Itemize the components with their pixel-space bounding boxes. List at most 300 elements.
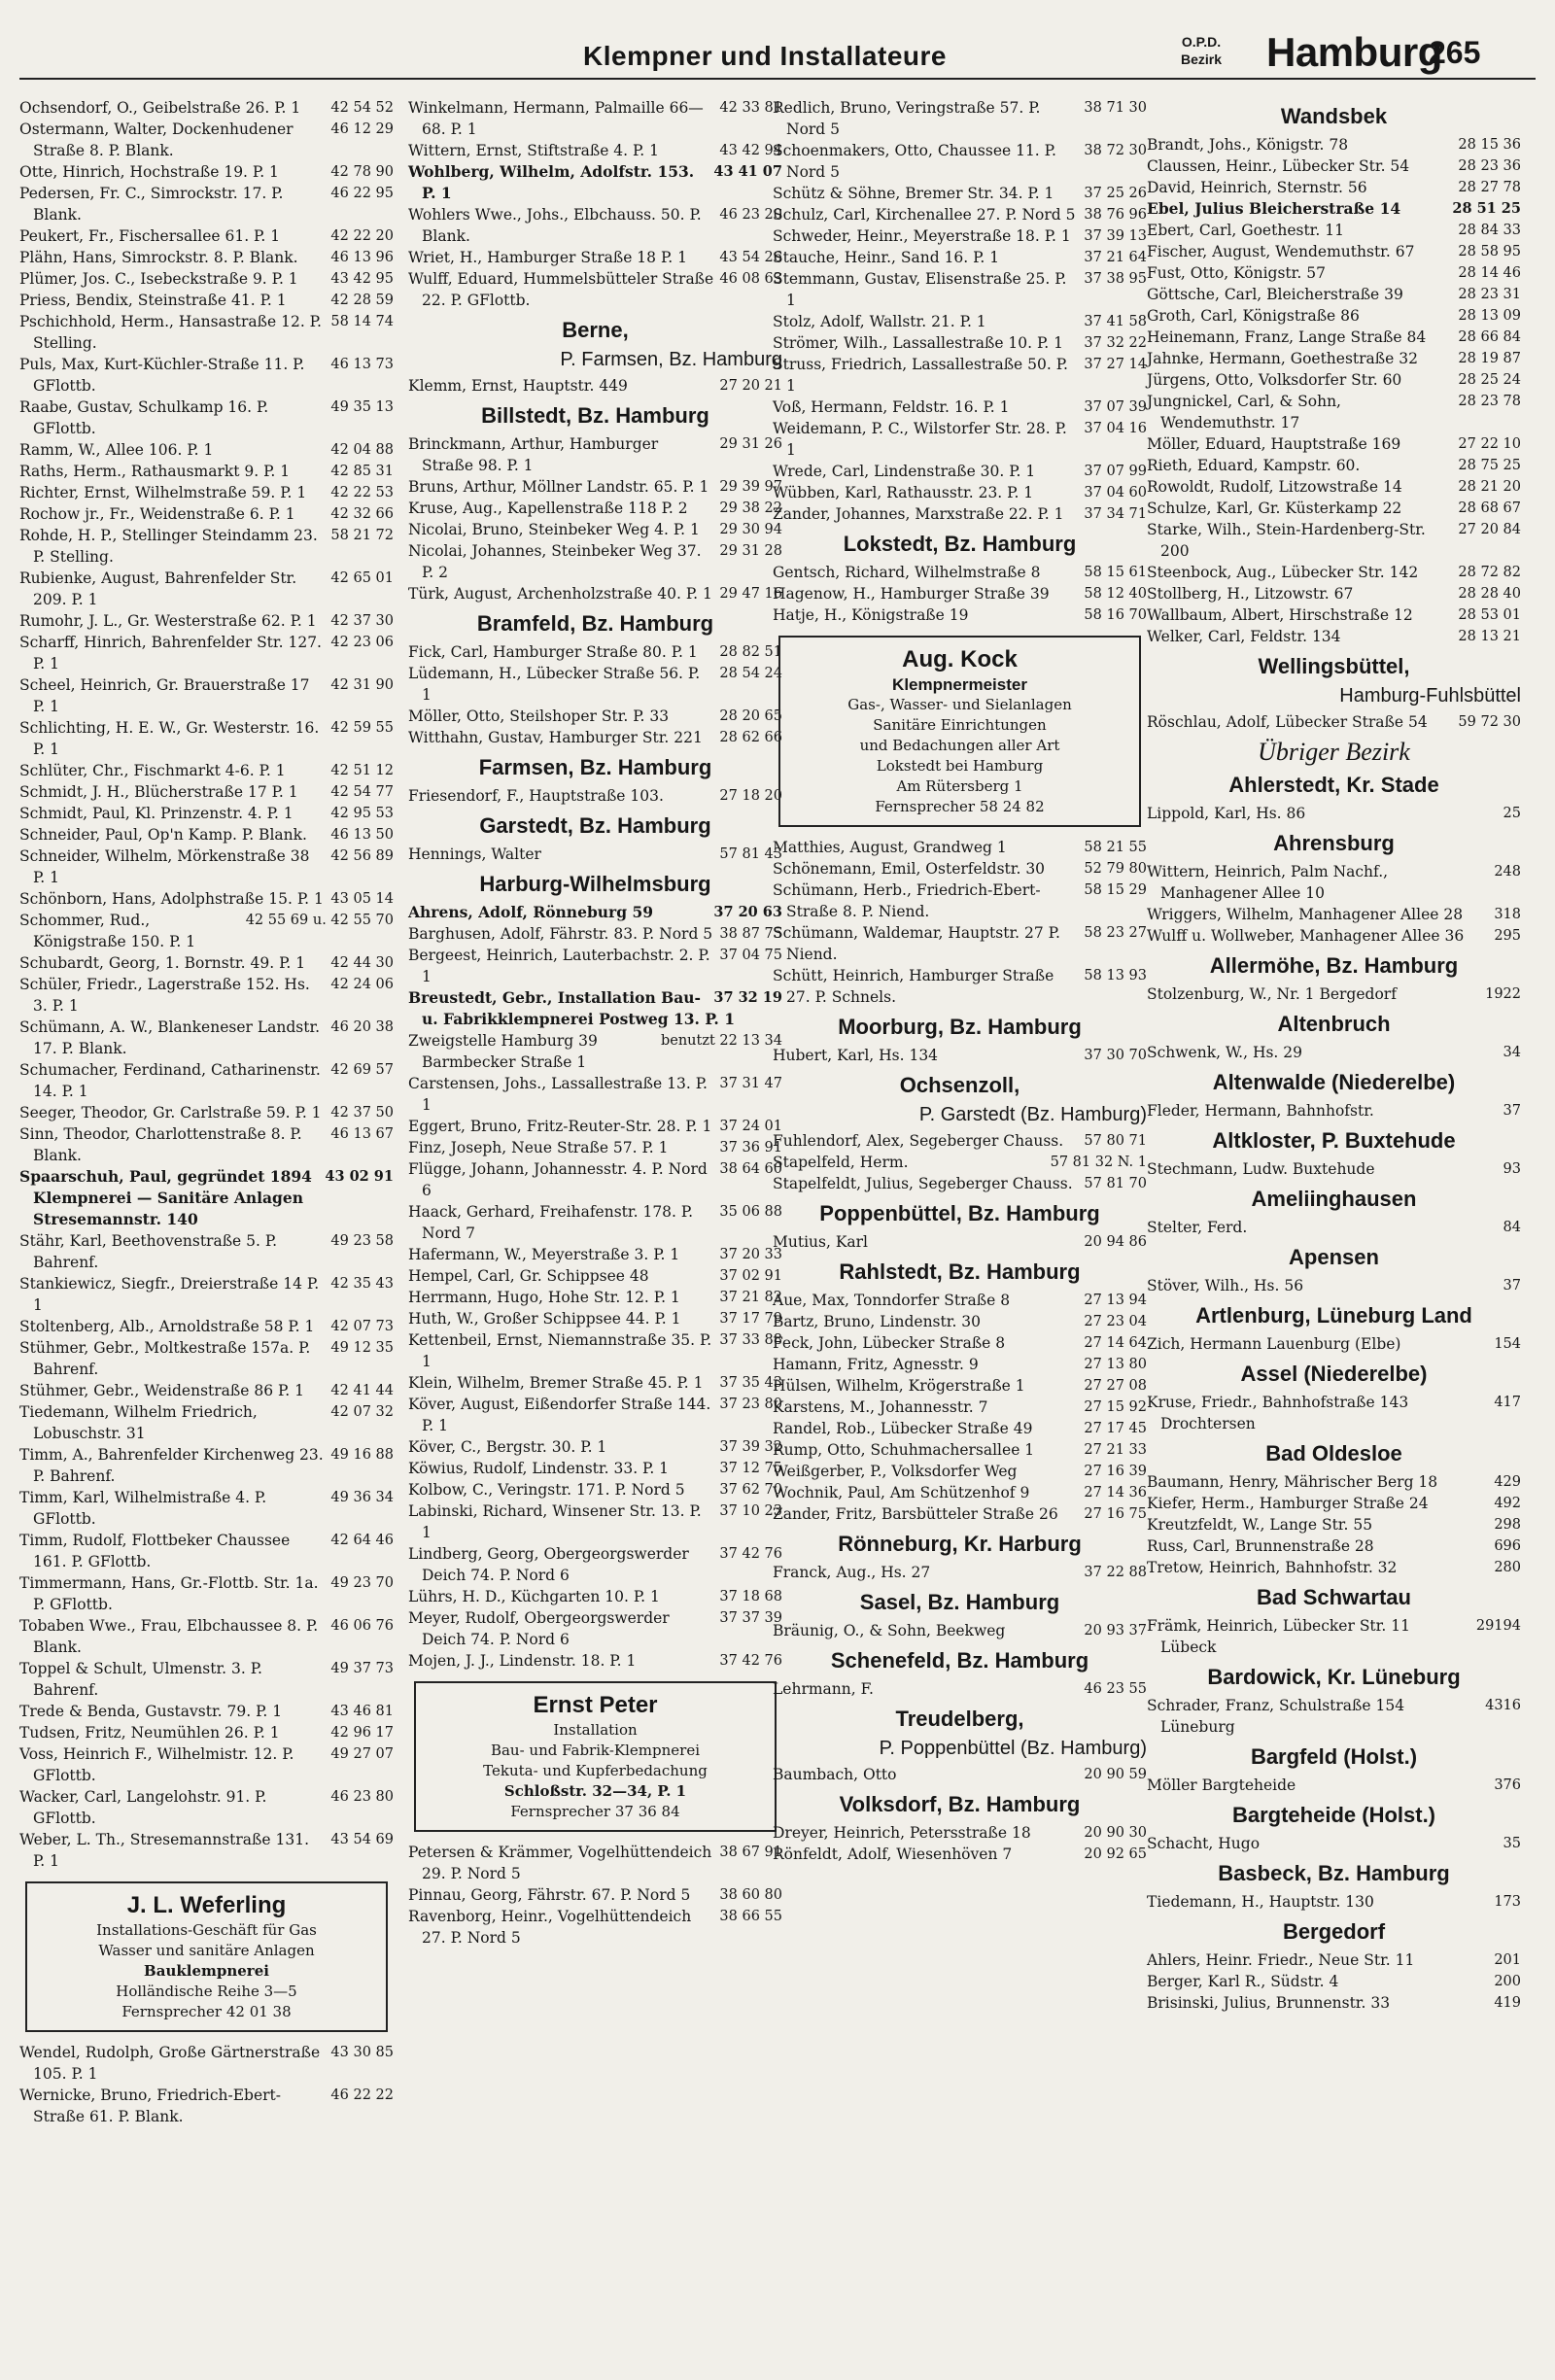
entry-text: Toppel & Schult, Ulmenstr. 3. P. Bahrenf. (19, 1660, 262, 1699)
entry-text: Schümann, Herb., Friedrich-Ebert-Straße 8. P. Niend. (773, 881, 1041, 920)
phone-number: 38 66 55 (719, 1909, 782, 1924)
phone-number: 43 05 14 (330, 891, 394, 907)
directory-entry (408, 1650, 782, 1672)
phone-number: 28 13 09 (1458, 308, 1521, 324)
entry-text: Lindberg, Georg, Obergeorgswerder Deich 74. P. Nord 6 (408, 1545, 689, 1584)
entry-text: Bruns, Arthur, Möllner Landstr. 65. P. 1 (408, 478, 709, 496)
entry-text: Rieth, Eduard, Kampstr. 60. (1147, 457, 1361, 474)
directory-entry (19, 119, 394, 161)
phone-number: 20 93 37 (1084, 1623, 1147, 1638)
directory-entry (408, 161, 782, 204)
entry-text: Schoenmakers, Otto, Chaussee 11. P. Nord 5 (773, 142, 1056, 181)
directory-entry (1147, 583, 1521, 604)
phone-number: 37 32 22 (1084, 335, 1147, 351)
entry-text: Schmidt, Paul, Kl. Prinzenstr. 4. P. 1 (19, 805, 294, 822)
phone-number: 42 51 12 (330, 763, 394, 778)
directory-entry (19, 1829, 394, 1872)
phone-number: 42 96 17 (330, 1725, 394, 1741)
entry-text: Ravenborg, Heinr., Vogelhüttendeich 27. P. Nord 5 (408, 1908, 692, 1947)
directory-entry (408, 1329, 782, 1372)
phone-number: 376 (1494, 1777, 1521, 1793)
entry-text: Haack, Gerhard, Freihafenstr. 178. P. Nord 7 (408, 1203, 694, 1242)
phone-number: 4316 (1485, 1698, 1521, 1713)
phone-number: 42 59 55 (330, 720, 394, 736)
phone-number: 38 67 91 (719, 1845, 782, 1860)
entry-text: Kolbow, C., Veringstr. 171. P. Nord 5 (408, 1481, 685, 1499)
locality-heading: Treudelberg, (895, 1707, 1024, 1731)
directory-entry (408, 204, 782, 247)
phone-number: 84 (1503, 1220, 1521, 1235)
locality-heading: Billstedt, Bz. Hamburg (481, 403, 709, 428)
phone-number: 46 13 96 (330, 250, 394, 265)
entry-text: Tiedemann, Wilhelm Friedrich, Lobuschstr. 31 (19, 1403, 258, 1442)
phone-number: 38 71 30 (1084, 100, 1147, 116)
column-2 (408, 97, 782, 1949)
phone-number: 201 (1494, 1952, 1521, 1968)
phone-number: 42 23 06 (330, 635, 394, 650)
phone-number: 49 35 13 (330, 399, 394, 415)
directory-entry (408, 247, 782, 268)
directory-entry (1147, 1217, 1521, 1238)
entry-text: Schwenk, W., Hs. 29 (1147, 1044, 1303, 1061)
entry-text: Voss, Heinrich F., Wilhelmistr. 12. P. GFlottb. (19, 1745, 294, 1784)
directory-entry (408, 1073, 782, 1116)
directory-entry (773, 204, 1147, 225)
directory-entry (773, 858, 1147, 880)
entry-text: Steenbock, Aug., Lübecker Str. 142 (1147, 564, 1419, 581)
bezirk-line-2: Bezirk (1181, 52, 1223, 67)
ad-line: Fernsprecher 58 24 82 (875, 798, 1045, 815)
phone-number: 29 39 97 (719, 479, 782, 495)
locality-heading: Bargteheide (Holst.) (1231, 1803, 1436, 1827)
ad-title: Aug. Kock (902, 646, 1018, 673)
phone-number: 417 (1494, 1395, 1521, 1410)
directory-entry (773, 1231, 1147, 1253)
phone-number: 28 75 25 (1458, 458, 1521, 473)
entry-text: Bartz, Bruno, Lindenstr. 30 (773, 1313, 982, 1330)
phone-number: 28 23 78 (1458, 394, 1521, 409)
entry-text: Schneider, Wilhelm, Mörkenstraße 38 P. 1 (19, 847, 310, 886)
entry-text: Schumacher, Ferdinand, Catharinenstr. 14. P. 1 (19, 1061, 321, 1100)
phone-number: 37 37 39 (719, 1610, 782, 1626)
directory-entry (1147, 1392, 1521, 1434)
locality-heading: Berne, (562, 318, 629, 342)
entry-text: Schulze, Karl, Gr. Küsterkamp 22 (1147, 500, 1402, 517)
directory-entry (773, 1439, 1147, 1461)
phone-number: 38 64 60 (719, 1161, 782, 1177)
directory-entry (1147, 1514, 1521, 1535)
entry-text: Röschlau, Adolf, Lübecker Straße 54 (1147, 713, 1428, 731)
entry-text: Fleder, Hermann, Bahnhofstr. (1147, 1102, 1374, 1120)
directory-entry (408, 1842, 782, 1884)
directory-entry (19, 225, 394, 247)
phone-number: 37 23 80 (719, 1397, 782, 1412)
phone-number: 280 (1494, 1560, 1521, 1575)
directory-entry (19, 1444, 394, 1487)
directory-entry (1147, 1042, 1521, 1063)
entry-text: Wulff u. Wollweber, Manhagener Allee 36 (1147, 927, 1465, 945)
ad-line: Gas-, Wasser- und Sielanlagen (847, 696, 1072, 713)
phone-number: 37 04 16 (1084, 421, 1147, 436)
phone-number: 42 35 43 (330, 1276, 394, 1292)
directory-entry (1147, 391, 1521, 433)
phone-number: 49 27 07 (330, 1746, 394, 1762)
entry-text: Schmidt, J. H., Blücherstraße 17 P. 1 (19, 783, 298, 801)
ad-line: Fernsprecher 37 36 84 (510, 1803, 680, 1820)
locality-heading: Rahlstedt, Bz. Hamburg (839, 1259, 1081, 1284)
directory-entry (408, 1394, 782, 1436)
phone-number: 20 90 30 (1084, 1825, 1147, 1841)
directory-entry (408, 1158, 782, 1201)
phone-number: 58 15 61 (1084, 565, 1147, 580)
directory-entry (773, 1461, 1147, 1482)
entry-text: Jungnickel, Carl, & Sohn, Wendemuthstr. 17 (1147, 393, 1341, 431)
entry-text: Zander, Johannes, Marxstraße 22. P. 1 (773, 505, 1064, 523)
phone-number: 57 81 43 (719, 846, 782, 862)
phone-number: 27 17 45 (1084, 1421, 1147, 1436)
phone-number: 28 23 31 (1458, 287, 1521, 302)
phone-number: 28 82 51 (719, 644, 782, 660)
entry-text: Wendel, Rudolph, Große Gärtnerstraße 105. P. 1 (19, 2044, 321, 2083)
entry-text: Petersen & Krämmer, Vogelhüttendeich 29. P. Nord 5 (408, 1844, 712, 1882)
phone-number: 29 31 26 (719, 436, 782, 452)
phone-number: 28 25 24 (1458, 372, 1521, 388)
phone-number: 37 10 23 (719, 1503, 782, 1519)
directory-entry (408, 1500, 782, 1543)
entry-text: Fust, Otto, Königstr. 57 (1147, 264, 1326, 282)
entry-text: Timm, Rudolf, Flottbeker Chaussee 161. P. GFlottb. (19, 1532, 291, 1570)
entry-text: Hagenow, H., Hamburger Straße 39 (773, 585, 1050, 603)
directory-entry (773, 97, 1147, 140)
phone-number: 46 22 22 (330, 2087, 394, 2103)
ad-line: Am Rütersberg 1 (896, 777, 1023, 795)
entry-text: Hennings, Walter (408, 845, 541, 863)
entry-text: Klemm, Ernst, Hauptstr. 449 (408, 377, 628, 395)
directory-entry (773, 311, 1147, 332)
entry-text: Wittern, Ernst, Stiftstraße 4. P. 1 (408, 142, 660, 159)
entry-text: Herrmann, Hugo, Hohe Str. 12. P. 1 (408, 1289, 680, 1306)
directory-entry (408, 268, 782, 311)
entry-text: Eggert, Bruno, Fritz-Reuter-Str. 28. P. 1 (408, 1118, 712, 1135)
directory-entry (408, 476, 782, 498)
page-number: 265 (1429, 35, 1481, 70)
directory-entry (19, 1017, 394, 1059)
phone-number: 28 19 87 (1458, 351, 1521, 366)
locality-heading: Poppenbüttel, Bz. Hamburg (819, 1201, 1100, 1225)
phone-number: 58 15 29 (1084, 882, 1147, 898)
entry-text: Groth, Carl, Königstraße 86 (1147, 307, 1360, 325)
directory-entry (408, 663, 782, 706)
entry-text: Stapelfeld, Herm. (773, 1154, 909, 1171)
directory-entry (408, 519, 782, 540)
phone-number: 27 16 75 (1084, 1506, 1147, 1522)
directory-entry (19, 610, 394, 632)
phone-number: 42 32 66 (330, 506, 394, 522)
phone-number: 52 79 80 (1084, 861, 1147, 877)
directory-entry (19, 1166, 394, 1230)
directory-entry (1147, 604, 1521, 626)
phone-number: 37 21 64 (1084, 250, 1147, 265)
phone-number: 1922 (1485, 986, 1521, 1002)
entry-text: Aue, Max, Tonndorfer Straße 8 (773, 1292, 1011, 1309)
directory-entry (19, 1273, 394, 1316)
directory-entry (1147, 1891, 1521, 1913)
ad-line: Lokstedt bei Hamburg (876, 757, 1044, 775)
entry-text: Wulff, Eduard, Hummelsbütteler Straße 22. P. GFlottb. (408, 270, 714, 309)
entry-text: Stoltenberg, Alb., Arnoldstraße 58 P. 1 (19, 1318, 315, 1335)
phone-number: 37 39 13 (1084, 228, 1147, 244)
directory-entry (1147, 1833, 1521, 1854)
phone-number: 58 16 70 (1084, 607, 1147, 623)
locality-subheading: P. Poppenbüttel (Bz. Hamburg) (879, 1738, 1147, 1759)
phone-number: 43 41 07 (713, 163, 782, 180)
directory-entry (408, 540, 782, 583)
locality-heading: Volksdorf, Bz. Hamburg (839, 1792, 1081, 1816)
locality-heading: Bad Schwartau (1257, 1585, 1411, 1609)
directory-entry (408, 1543, 782, 1586)
entry-text: Strömer, Wilh., Lassallestraße 10. P. 1 (773, 334, 1063, 352)
phone-number: 43 46 81 (330, 1704, 394, 1719)
entry-text: Scheel, Heinrich, Gr. Brauerstraße 17 P. 1 (19, 676, 310, 715)
phone-number: 57 81 32 N. 1 (1050, 1155, 1147, 1170)
entry-text: Seeger, Theodor, Gr. Carlstraße 59. P. 1 (19, 1104, 322, 1121)
phone-number: 49 36 34 (330, 1490, 394, 1505)
directory-entry (19, 1316, 394, 1337)
directory-entry (19, 268, 394, 290)
phone-number: 38 60 80 (719, 1887, 782, 1903)
directory-entry (773, 1332, 1147, 1354)
directory-entry (773, 1290, 1147, 1311)
directory-entry (19, 1701, 394, 1722)
phone-number: 42 65 01 (330, 570, 394, 586)
directory-entry (19, 1572, 394, 1615)
directory-entry (19, 1487, 394, 1530)
phone-number: 37 25 26 (1084, 186, 1147, 201)
entry-text: Wittern, Heinrich, Palm Nachf., Manhagener Allee 10 (1147, 863, 1389, 902)
locality-subheading: P. Farmsen, Bz. Hamburg (560, 349, 782, 370)
directory-entry (408, 1479, 782, 1500)
entry-text: Schlüter, Chr., Fischmarkt 4-6. P. 1 (19, 762, 286, 779)
phone-number: 37 17 79 (719, 1311, 782, 1327)
entry-text: Puls, Max, Kurt-Küchler-Straße 11. P. GFlottb. (19, 356, 305, 395)
phone-number: 29194 (1475, 1618, 1521, 1634)
directory-entry (408, 1586, 782, 1607)
entry-text: Meyer, Rudolf, Obergeorgswerder Deich 74. P. Nord 6 (408, 1609, 670, 1648)
bezirk-line-1: O.P.D. (1181, 34, 1222, 50)
directory-entry (19, 674, 394, 717)
directory-entry (773, 1822, 1147, 1844)
directory-entry (1147, 348, 1521, 369)
phone-number: 28 20 65 (719, 708, 782, 724)
phone-number: 49 23 70 (330, 1575, 394, 1591)
phone-number: 42 33 81 (719, 100, 782, 116)
entry-text: Brandt, Johs., Königstr. 78 (1147, 136, 1349, 154)
phone-number: 42 85 31 (330, 464, 394, 479)
phone-number: 37 04 75 (719, 948, 782, 963)
directory-entry (1147, 241, 1521, 262)
phone-number: 58 14 74 (330, 314, 394, 329)
locality-heading: Assel (Niederelbe) (1240, 1362, 1428, 1386)
phone-number: 34 (1503, 1045, 1521, 1060)
entry-text: Schümann, Waldemar, Hauptstr. 27 P. Niend. (773, 924, 1060, 963)
directory-entry (19, 311, 394, 354)
directory-entry (408, 1884, 782, 1906)
entry-text: Främk, Heinrich, Lübecker Str. 11 Lübeck (1147, 1617, 1410, 1656)
phone-number: 37 42 76 (719, 1653, 782, 1669)
directory-entry (408, 1201, 782, 1244)
entry-text: Breustedt, Gebr., Installation Bau- u. Fabrikklempnerei Postweg 13. P. 1 (408, 988, 735, 1028)
entry-text: Fick, Carl, Hamburger Straße 80. P. 1 (408, 643, 698, 661)
phone-number: 49 12 35 (330, 1340, 394, 1356)
directory-entry (408, 1244, 782, 1265)
phone-number: 696 (1494, 1538, 1521, 1554)
locality-heading: Altenbruch (1277, 1012, 1391, 1036)
directory-entry (773, 1375, 1147, 1397)
entry-text: Fuhlendorf, Alex, Segeberger Chauss. (773, 1132, 1064, 1150)
phone-number: 20 90 59 (1084, 1767, 1147, 1782)
directory-entry (1147, 1158, 1521, 1180)
directory-entry (773, 1173, 1147, 1194)
phone-number: 492 (1494, 1496, 1521, 1511)
phone-number: 28 21 20 (1458, 479, 1521, 495)
locality-heading: Wellingsbüttel, (1258, 654, 1410, 678)
locality-subheading: Hamburg-Fuhlsbüttel (1339, 685, 1521, 707)
locality-heading: Bergedorf (1282, 1919, 1386, 1944)
entry-text: Kettenbeil, Ernst, Niemannstraße 35. P. 1 (408, 1331, 712, 1370)
entry-text: Peukert, Fr., Fischersallee 61. P. 1 (19, 227, 281, 245)
directory-entry (773, 140, 1147, 183)
phone-number: 93 (1503, 1161, 1521, 1177)
directory-entry (773, 482, 1147, 503)
phone-number: 42 28 59 (330, 293, 394, 308)
entry-text: Russ, Carl, Brunnenstraße 28 (1147, 1537, 1374, 1555)
phone-number: 46 23 80 (330, 1789, 394, 1805)
directory-entry (1147, 220, 1521, 241)
directory-entry (19, 974, 394, 1017)
directory-entry (773, 880, 1147, 922)
entry-text: Tiedemann, H., Hauptstr. 130 (1147, 1893, 1374, 1911)
phone-number: 200 (1494, 1974, 1521, 1989)
entry-text: Stapelfeldt, Julius, Segeberger Chauss. (773, 1175, 1073, 1192)
directory-entry (773, 1311, 1147, 1332)
directory-entry (773, 583, 1147, 604)
phone-number: 28 84 33 (1458, 223, 1521, 238)
entry-text: Göttsche, Carl, Bleicherstraße 39 (1147, 286, 1403, 303)
entry-text: Rump, Otto, Schuhmachersallee 1 (773, 1441, 1035, 1459)
directory-entry (773, 397, 1147, 418)
entry-text: Köwius, Rudolf, Lindenstr. 33. P. 1 (408, 1460, 670, 1477)
phone-number: 27 23 04 (1084, 1314, 1147, 1329)
entry-text: Tretow, Heinrich, Bahnhofstr. 32 (1147, 1559, 1398, 1576)
phone-number: 43 30 85 (330, 2045, 394, 2060)
ad-line: Wasser und sanitäre Anlagen (98, 1942, 315, 1959)
directory-entry (19, 183, 394, 225)
entry-text: Kruse, Friedr., Bahnhofstraße 143 Drochtersen (1147, 1394, 1409, 1432)
phone-number: 37 21 82 (719, 1290, 782, 1305)
directory-entry (408, 1137, 782, 1158)
directory-entry (408, 140, 782, 161)
phone-number: 28 28 40 (1458, 586, 1521, 602)
entry-text: Heinemann, Franz, Lange Straße 84 (1147, 328, 1427, 346)
directory-entry (1147, 369, 1521, 391)
entry-text: Wohlberg, Wilhelm, Adolfstr. 153. P. 1 (408, 162, 695, 202)
directory-entry (773, 1152, 1147, 1173)
directory-entry (1147, 1971, 1521, 1992)
entry-text: Zweigstelle Hamburg 39 Barmbecker Straße 1 (408, 1032, 598, 1071)
directory-entry (773, 922, 1147, 965)
directory-entry (19, 461, 394, 482)
phone-number: 27 15 92 (1084, 1399, 1147, 1415)
directory-entry (408, 1458, 782, 1479)
directory-entry (19, 568, 394, 610)
entry-text: Schümann, A. W., Blankeneser Landstr. 17. P. Blank. (19, 1018, 321, 1057)
directory-entry (19, 845, 394, 888)
phone-number: 37 35 43 (719, 1375, 782, 1391)
directory-entry (19, 1401, 394, 1444)
entry-text: Raabe, Gustav, Schulkamp 16. P. GFlottb. (19, 398, 269, 437)
directory-entry (1147, 327, 1521, 348)
entry-text: Schütt, Heinrich, Hamburger Straße 27. P. Schnels. (773, 967, 1054, 1006)
locality-heading: Bad Oldesloe (1265, 1441, 1402, 1466)
directory-entry (19, 1059, 394, 1102)
phone-number: 46 23 55 (1084, 1681, 1147, 1697)
directory-entry (1147, 711, 1521, 733)
directory-entry (773, 461, 1147, 482)
entry-text: Tudsen, Fritz, Neumühlen 26. P. 1 (19, 1724, 280, 1742)
phone-number: 429 (1494, 1474, 1521, 1490)
locality-heading: Ahlerstedt, Kr. Stade (1228, 773, 1439, 797)
phone-number: 37 62 70 (719, 1482, 782, 1498)
phone-number: 43 42 94 (719, 143, 782, 158)
directory-entry (773, 1562, 1147, 1583)
directory-entry (408, 1116, 782, 1137)
entry-text: Starke, Wilh., Stein-Hardenberg-Str. 200 (1147, 521, 1426, 560)
entry-text: Timmermann, Hans, Gr.-Flottb. Str. 1a. P. GFlottb. (19, 1574, 319, 1613)
phone-number: 29 38 22 (719, 500, 782, 516)
entry-text: Welker, Carl, Feldstr. 134 (1147, 628, 1341, 645)
locality-heading: Lokstedt, Bz. Hamburg (843, 532, 1077, 556)
phone-number: 42 56 89 (330, 848, 394, 864)
phone-number: 43 54 69 (330, 1832, 394, 1847)
entry-text: Sinn, Theodor, Charlottenstraße 8. P. Blank. (19, 1125, 302, 1164)
phone-number: 28 62 66 (719, 730, 782, 745)
entry-text: Schneider, Paul, Op'n Kamp. P. Blank. (19, 826, 307, 844)
entry-text: Ebel, Julius Bleicherstraße 14 (1147, 199, 1401, 218)
entry-text: Kiefer, Herm., Hamburger Straße 24 (1147, 1495, 1429, 1512)
entry-text: Lippold, Karl, Hs. 86 (1147, 805, 1306, 822)
ad-line: Tekuta- und Kupferbedachung (483, 1762, 708, 1779)
directory-entry (773, 183, 1147, 204)
phone-number: 58 13 93 (1084, 968, 1147, 983)
entry-text: Hülsen, Wilhelm, Krögerstraße 1 (773, 1377, 1025, 1395)
directory-entry (19, 1743, 394, 1786)
directory-entry (408, 902, 782, 923)
phone-number: 27 16 39 (1084, 1464, 1147, 1479)
ad-line: Klempnermeister (892, 675, 1027, 694)
directory-entry (19, 1102, 394, 1123)
entry-text: Wohlers Wwe., Johs., Elbchauss. 50. P. Blank. (408, 206, 702, 245)
directory-entry (1147, 803, 1521, 824)
entry-text: Lührs, H. D., Küchgarten 10. P. 1 (408, 1588, 660, 1605)
phone-number: 37 33 88 (719, 1332, 782, 1348)
entry-text: Stankiewicz, Siegfr., Dreierstraße 14 P. 1 (19, 1275, 320, 1314)
phone-number: 46 06 76 (330, 1618, 394, 1634)
directory-entry (1147, 198, 1521, 220)
entry-text: Hafermann, W., Meyerstraße 3. P. 1 (408, 1246, 680, 1263)
phone-number: 28 14 46 (1458, 265, 1521, 281)
directory-entry (19, 824, 394, 845)
phone-number: 46 22 95 (330, 186, 394, 201)
